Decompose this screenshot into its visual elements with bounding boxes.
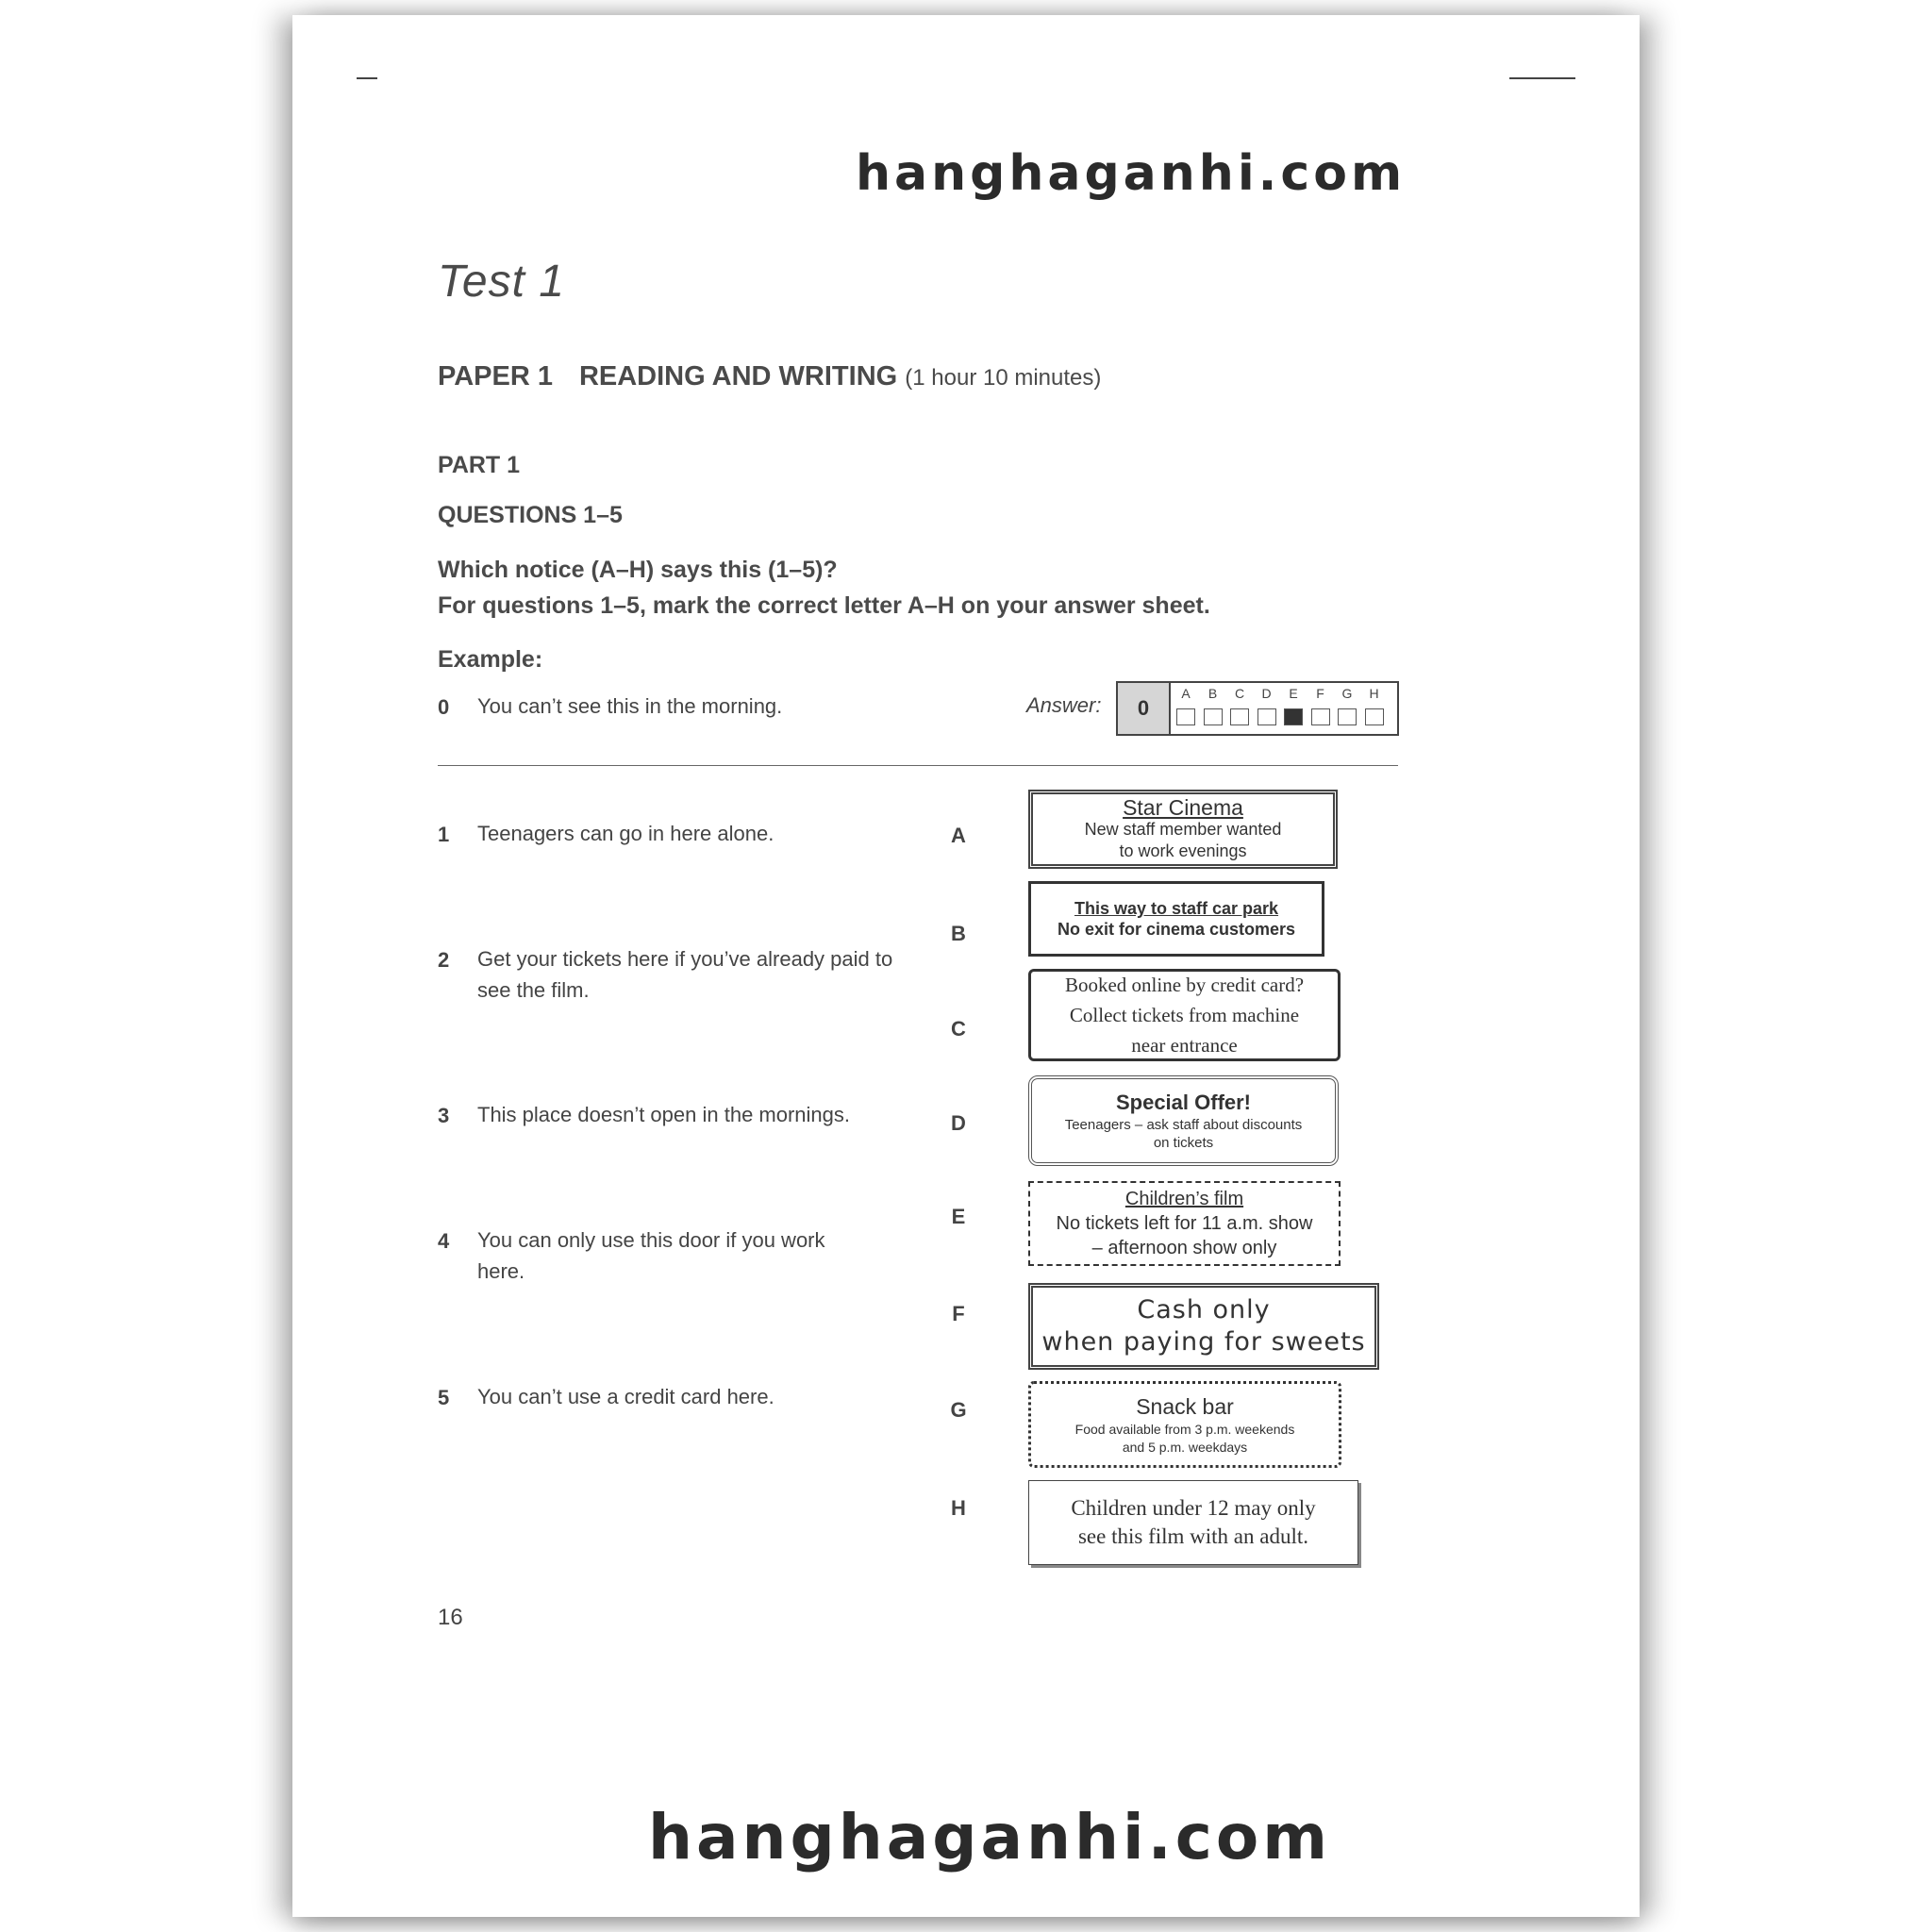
option-letter: A [951,824,966,847]
notice-line: New staff member wanted [1084,819,1282,839]
instruction-line: Which notice (A–H) says this (1–5)? [438,557,838,583]
notice-b [1028,881,1324,957]
paper-number: PAPER 1 [438,361,553,391]
answer-box [1204,708,1223,725]
answer-number: 0 [1118,683,1171,734]
option-letter: C [951,1017,966,1041]
answer-letter: B [1208,686,1218,701]
question-text: Teenagers can go in here alone. [477,822,774,845]
page-number: 16 [438,1605,463,1630]
notice-line: Cash only [1137,1295,1271,1324]
notice-g [1028,1381,1341,1468]
notice-title: Special Offer! [1115,1091,1252,1114]
answer-letter: H [1369,686,1379,701]
paper-name: READING AND WRITING [578,361,898,391]
question-text: This place doesn’t open in the mornings. [477,1103,851,1126]
notice-line: and 5 p.m. weekdays [1122,1440,1248,1455]
notice-line: on tickets [1153,1135,1214,1151]
option-letter: E [951,1205,966,1228]
question-number: 1 [438,823,450,846]
notice-line: – afternoon show only [1091,1238,1277,1258]
answer-box-filled [1284,708,1303,725]
paper-duration: (1 hour 10 minutes) [905,365,1102,391]
answer-letter: A [1181,686,1191,701]
answer-letter: F [1316,686,1324,701]
notice-f [1028,1283,1379,1370]
answer-letter-grid [1171,683,1397,734]
notice-line: Teenagers – ask staff about discounts [1064,1117,1303,1133]
questions-title: QUESTIONS 1–5 [438,502,623,528]
notice-title: Snack bar [1136,1394,1234,1419]
answer-box [1365,708,1384,725]
watermark-top: hanghaganhi.com [856,145,1407,202]
paper-heading [438,361,1101,392]
part-title: PART 1 [438,452,521,478]
notice-d [1028,1075,1339,1166]
notice-line: see this film with an adult. [1077,1524,1308,1548]
answer-label: Answer: [1026,693,1102,717]
question-number: 2 [438,948,450,972]
notice-line: Collect tickets from machine [1069,1004,1300,1026]
document-page [292,15,1640,1917]
notice-line: when paying for sweets [1041,1327,1366,1357]
question-number: 4 [438,1229,450,1253]
example-label: Example: [438,646,543,673]
option-letter: G [950,1398,967,1422]
answer-box [1230,708,1249,725]
question-number: 3 [438,1104,450,1127]
answer-letter: G [1341,686,1353,701]
answer-box [1176,708,1195,725]
answer-box [1311,708,1330,725]
test-title: Test 1 [438,257,565,307]
question-text: Get your tickets here if you’ve already paid to see the film. [477,947,893,1002]
section-divider [438,765,1398,766]
notice-line: Food available from 3 p.m. weekends [1074,1422,1295,1437]
notice-line: Booked online by credit card? [1064,974,1305,996]
answer-box [1257,708,1276,725]
notice-a [1028,790,1338,869]
answer-letter: C [1234,686,1245,701]
option-letter: F [952,1302,965,1325]
notice-e [1028,1181,1341,1266]
notice-title: This way to staff car park [1074,899,1279,918]
example-text: You can’t see this in the morning. [477,694,783,718]
answer-letter: E [1289,686,1298,701]
option-letter: H [951,1496,966,1520]
option-letter: D [951,1111,966,1135]
notice-line: No tickets left for 11 a.m. show [1056,1213,1313,1234]
crop-mark-left [357,77,377,79]
answer-letter: D [1261,686,1272,701]
notice-line: Children under 12 may only [1071,1496,1316,1520]
option-letter: B [951,922,966,945]
question-text: You can’t use a credit card here. [477,1385,774,1408]
notice-h [1028,1480,1358,1565]
watermark-bottom: hanghaganhi.com [648,1801,1331,1874]
notice-line: to work evenings [1119,841,1247,860]
crop-mark-right [1509,77,1575,79]
answer-sheet-example [1116,681,1399,736]
notice-line: No exit for cinema customers [1057,920,1296,939]
question-text: You can only use this door if you work here. [477,1228,825,1283]
notice-title: Star Cinema [1123,794,1243,820]
notice-c [1028,969,1341,1061]
example-number: 0 [438,695,450,719]
question-number: 5 [438,1386,450,1409]
notice-line: near entrance [1131,1034,1238,1057]
notice-title: Children’s film [1124,1189,1244,1209]
answer-box [1338,708,1357,725]
instruction-line: For questions 1–5, mark the correct letter A–H on your answer sheet. [438,592,1210,619]
